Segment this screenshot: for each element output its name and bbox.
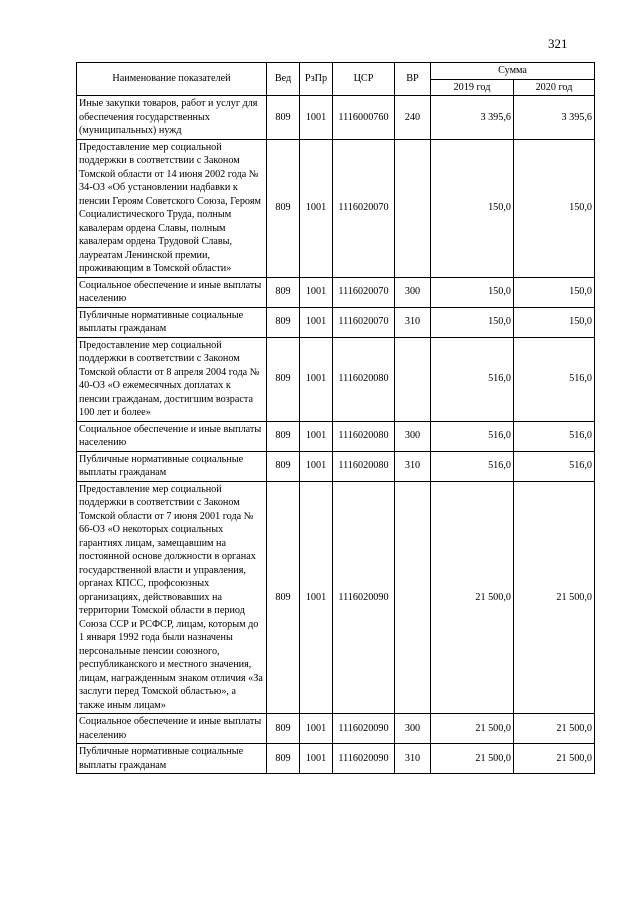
cell-vr: 300 bbox=[395, 714, 431, 744]
cell-vr bbox=[395, 337, 431, 421]
table-row bbox=[77, 714, 595, 744]
header-ved: Вед bbox=[267, 63, 300, 96]
cell-amount-2020: 516,0 bbox=[514, 337, 595, 421]
cell-amount-2019: 150,0 bbox=[431, 139, 514, 277]
cell-vr: 310 bbox=[395, 451, 431, 481]
table-header bbox=[77, 63, 595, 96]
table-row bbox=[77, 744, 595, 774]
cell-csr: 1116020070 bbox=[333, 307, 395, 337]
header-csr: ЦСР bbox=[333, 63, 395, 96]
cell-name: Иные закупки товаров, работ и услуг для обеспечения государственных (муниципальных) нужд bbox=[77, 96, 267, 140]
header-sum: Сумма bbox=[431, 63, 595, 80]
cell-rzpr: 1001 bbox=[300, 744, 333, 774]
cell-rzpr: 1001 bbox=[300, 451, 333, 481]
cell-amount-2019: 516,0 bbox=[431, 337, 514, 421]
header-year-2019: 2019 год bbox=[431, 79, 514, 96]
table-row bbox=[77, 96, 595, 140]
cell-ved: 809 bbox=[267, 307, 300, 337]
cell-name: Предоставление мер социальной поддержки в соответствии с Законом Томской области от 8 апреля 2004 года № 40-ОЗ «О ежемесячных доплатах к пенсии гражданам, достигшим возраста 100 лет и более» bbox=[77, 337, 267, 421]
cell-ved: 809 bbox=[267, 277, 300, 307]
header-vr: ВР bbox=[395, 63, 431, 96]
cell-ved: 809 bbox=[267, 421, 300, 451]
cell-csr: 1116020080 bbox=[333, 337, 395, 421]
cell-ved: 809 bbox=[267, 451, 300, 481]
cell-amount-2020: 150,0 bbox=[514, 277, 595, 307]
cell-amount-2020: 21 500,0 bbox=[514, 714, 595, 744]
table-body bbox=[77, 96, 595, 774]
cell-csr: 1116020080 bbox=[333, 451, 395, 481]
cell-ved: 809 bbox=[267, 337, 300, 421]
cell-csr: 1116020090 bbox=[333, 481, 395, 714]
cell-csr: 1116020090 bbox=[333, 744, 395, 774]
cell-amount-2019: 21 500,0 bbox=[431, 744, 514, 774]
cell-vr: 300 bbox=[395, 277, 431, 307]
cell-rzpr: 1001 bbox=[300, 96, 333, 140]
cell-amount-2019: 3 395,6 bbox=[431, 96, 514, 140]
cell-amount-2019: 150,0 bbox=[431, 277, 514, 307]
table-row bbox=[77, 481, 595, 714]
cell-vr: 240 bbox=[395, 96, 431, 140]
cell-rzpr: 1001 bbox=[300, 307, 333, 337]
cell-csr: 1116020070 bbox=[333, 277, 395, 307]
header-year-2020: 2020 год bbox=[514, 79, 595, 96]
cell-vr: 310 bbox=[395, 744, 431, 774]
cell-amount-2019: 516,0 bbox=[431, 421, 514, 451]
cell-ved: 809 bbox=[267, 714, 300, 744]
cell-amount-2020: 516,0 bbox=[514, 451, 595, 481]
cell-name: Публичные нормативные социальные выплаты гражданам bbox=[77, 744, 267, 774]
cell-amount-2020: 21 500,0 bbox=[514, 481, 595, 714]
cell-ved: 809 bbox=[267, 96, 300, 140]
header-rzpr: РзПр bbox=[300, 63, 333, 96]
cell-amount-2020: 516,0 bbox=[514, 421, 595, 451]
table-row bbox=[77, 451, 595, 481]
cell-amount-2019: 150,0 bbox=[431, 307, 514, 337]
table-row bbox=[77, 139, 595, 277]
cell-amount-2019: 516,0 bbox=[431, 451, 514, 481]
cell-rzpr: 1001 bbox=[300, 714, 333, 744]
table-row bbox=[77, 337, 595, 421]
cell-rzpr: 1001 bbox=[300, 139, 333, 277]
cell-name: Социальное обеспечение и иные выплаты населению bbox=[77, 421, 267, 451]
table-row bbox=[77, 421, 595, 451]
cell-amount-2020: 150,0 bbox=[514, 139, 595, 277]
cell-name: Социальное обеспечение и иные выплаты населению bbox=[77, 714, 267, 744]
table-row bbox=[77, 307, 595, 337]
cell-csr: 1116020070 bbox=[333, 139, 395, 277]
cell-rzpr: 1001 bbox=[300, 277, 333, 307]
table-row bbox=[77, 277, 595, 307]
cell-vr: 300 bbox=[395, 421, 431, 451]
cell-amount-2020: 21 500,0 bbox=[514, 744, 595, 774]
page-number: 321 bbox=[548, 36, 568, 51]
cell-vr bbox=[395, 481, 431, 714]
cell-name: Публичные нормативные социальные выплаты гражданам bbox=[77, 307, 267, 337]
cell-vr bbox=[395, 139, 431, 277]
cell-ved: 809 bbox=[267, 139, 300, 277]
cell-ved: 809 bbox=[267, 744, 300, 774]
cell-name: Социальное обеспечение и иные выплаты населению bbox=[77, 277, 267, 307]
cell-csr: 1116020080 bbox=[333, 421, 395, 451]
cell-rzpr: 1001 bbox=[300, 337, 333, 421]
cell-csr: 1116000760 bbox=[333, 96, 395, 140]
cell-rzpr: 1001 bbox=[300, 421, 333, 451]
cell-rzpr: 1001 bbox=[300, 481, 333, 714]
budget-table bbox=[76, 62, 595, 774]
cell-name: Публичные нормативные социальные выплаты гражданам bbox=[77, 451, 267, 481]
cell-vr: 310 bbox=[395, 307, 431, 337]
cell-name: Предоставление мер социальной поддержки в соответствии с Законом Томской области от 7 июня 2001 года № 66-ОЗ «О некоторых социальных гарантиях лицам, замещавшим на постоянной основе должности в органах государственной власти и управления, органах КПСС, профсоюзных организациях, действовавших на территории Томской области в период Союза ССР и РСФСР, лицам, которым до 1 января 1992 года были назначены персональные пенсии союзного, республиканского и местного значения, лицам, награжденным знаком отличия «За заслуги перед Томской областью», а также иным лицам» bbox=[77, 481, 267, 714]
header-name: Наименование показателей bbox=[77, 63, 267, 96]
cell-ved: 809 bbox=[267, 481, 300, 714]
cell-csr: 1116020090 bbox=[333, 714, 395, 744]
cell-amount-2019: 21 500,0 bbox=[431, 481, 514, 714]
cell-amount-2020: 3 395,6 bbox=[514, 96, 595, 140]
cell-amount-2019: 21 500,0 bbox=[431, 714, 514, 744]
cell-name: Предоставление мер социальной поддержки в соответствии с Законом Томской области от 14 июня 2002 года № 34-ОЗ «Об установлении надбавки к пенсии Героям Советского Союза, Героям Социалистического Труда, полным кавалерам ордена Славы, полным кавалерам ордена Трудовой Славы, лауреатам Ленинской премии, проживающим в Томской области» bbox=[77, 139, 267, 277]
cell-amount-2020: 150,0 bbox=[514, 307, 595, 337]
